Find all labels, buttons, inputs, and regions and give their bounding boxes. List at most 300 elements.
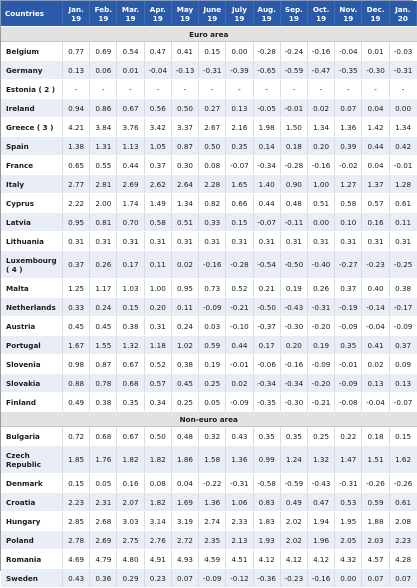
value-cell: 0.82 — [199, 194, 226, 213]
value-cell: 0.43 — [63, 569, 90, 588]
value-cell: 0.87 — [171, 137, 198, 156]
value-cell: 0.21 — [253, 279, 280, 298]
value-cell: 1.32 — [117, 336, 144, 355]
value-cell: 0.11 — [389, 213, 416, 232]
value-cell: 1.82 — [144, 446, 171, 474]
country-cell: Sweden — [1, 569, 63, 588]
value-cell: 1.34 — [389, 118, 416, 137]
country-cell: Czech Republic — [1, 446, 63, 474]
value-cell: -0.30 — [280, 393, 307, 412]
value-cell: 0.13 — [63, 61, 90, 80]
value-cell: 0.37 — [63, 251, 90, 279]
value-cell: -0.37 — [253, 317, 280, 336]
value-cell: -0.39 — [226, 61, 253, 80]
value-cell: 0.51 — [307, 194, 334, 213]
value-cell: 0.41 — [171, 42, 198, 61]
value-cell: 0.07 — [171, 569, 198, 588]
table-row — [1, 393, 417, 412]
value-cell: -0.23 — [280, 569, 307, 588]
value-cell: 0.57 — [362, 194, 389, 213]
value-cell: 0.35 — [253, 427, 280, 446]
value-cell: 0.95 — [171, 279, 198, 298]
value-cell: 0.44 — [226, 336, 253, 355]
value-cell: -0.34 — [253, 374, 280, 393]
value-cell: -0.31 — [199, 61, 226, 80]
value-cell: 0.22 — [335, 427, 362, 446]
value-cell: 0.06 — [90, 61, 117, 80]
column-header-countries[interactable]: Countries — [1, 1, 63, 27]
table-row — [1, 61, 417, 80]
value-cell: -0.21 — [226, 298, 253, 317]
value-cell: 0.25 — [171, 393, 198, 412]
value-cell: -0.50 — [253, 298, 280, 317]
value-cell: 0.50 — [171, 99, 198, 118]
value-cell: -0.35 — [253, 393, 280, 412]
value-cell: 0.15 — [63, 474, 90, 493]
value-cell: -0.40 — [307, 251, 334, 279]
value-cell: -0.35 — [335, 61, 362, 80]
value-cell: 1.34 — [171, 194, 198, 213]
value-cell: 0.15 — [226, 213, 253, 232]
country-cell: Malta — [1, 279, 63, 298]
value-cell: -0.09 — [226, 393, 253, 412]
value-cell: 3.14 — [144, 512, 171, 531]
value-cell: 2.22 — [63, 194, 90, 213]
value-cell: -0.20 — [307, 374, 334, 393]
value-cell: -0.09 — [199, 569, 226, 588]
value-cell: 1.05 — [144, 137, 171, 156]
value-cell: 0.13 — [362, 374, 389, 393]
value-cell: 0.69 — [90, 42, 117, 61]
value-cell: -0.26 — [389, 474, 416, 493]
value-cell: -0.23 — [362, 251, 389, 279]
value-cell: 2.28 — [199, 175, 226, 194]
value-cell: -0.09 — [307, 355, 334, 374]
value-cell: 1.31 — [90, 137, 117, 156]
value-cell: 0.00 — [389, 99, 416, 118]
value-cell: 0.24 — [171, 317, 198, 336]
value-cell: 2.13 — [226, 531, 253, 550]
value-cell: 1.62 — [389, 446, 416, 474]
value-cell: 3.03 — [117, 512, 144, 531]
value-cell: -0.12 — [226, 569, 253, 588]
value-cell: 0.31 — [307, 232, 334, 251]
value-cell: -0.22 — [199, 474, 226, 493]
value-cell: 0.56 — [144, 99, 171, 118]
value-cell: 2.74 — [199, 512, 226, 531]
table-row — [1, 232, 417, 251]
value-cell: 0.68 — [117, 374, 144, 393]
value-cell: 0.65 — [63, 156, 90, 175]
value-cell: 0.32 — [199, 427, 226, 446]
value-cell: 2.00 — [90, 194, 117, 213]
value-cell: 2.23 — [63, 493, 90, 512]
value-cell: 2.85 — [63, 512, 90, 531]
country-cell: Finland — [1, 393, 63, 412]
table-row — [1, 474, 417, 493]
value-cell: 0.94 — [63, 99, 90, 118]
value-cell: -0.21 — [307, 393, 334, 412]
value-cell: 4.12 — [280, 550, 307, 569]
value-cell: 2.05 — [335, 531, 362, 550]
value-cell: 0.19 — [280, 279, 307, 298]
country-cell: Lithuania — [1, 232, 63, 251]
column-header-month[interactable]: Oct. 19 — [307, 1, 334, 27]
value-cell: 2.68 — [90, 512, 117, 531]
value-cell: 1.24 — [280, 446, 307, 474]
value-cell: 0.57 — [144, 374, 171, 393]
value-cell: 0.36 — [90, 569, 117, 588]
value-cell: -0.07 — [226, 156, 253, 175]
value-cell: -0.01 — [226, 355, 253, 374]
column-header-month[interactable]: Sep. 19 — [280, 1, 307, 27]
value-cell: 0.70 — [117, 213, 144, 232]
value-cell: 0.54 — [117, 42, 144, 61]
value-cell: -0.28 — [280, 156, 307, 175]
value-cell: 0.11 — [171, 298, 198, 317]
value-cell: 2.77 — [63, 175, 90, 194]
value-cell: 0.13 — [226, 99, 253, 118]
value-cell: 1.49 — [144, 194, 171, 213]
value-cell: 1.94 — [307, 512, 334, 531]
value-cell: 0.67 — [117, 355, 144, 374]
value-cell: 0.72 — [63, 427, 90, 446]
value-cell: -0.34 — [253, 156, 280, 175]
value-cell: 0.67 — [117, 427, 144, 446]
value-cell: 0.43 — [226, 427, 253, 446]
value-cell: 0.31 — [144, 317, 171, 336]
table-row — [1, 175, 417, 194]
value-cell: 1.38 — [63, 137, 90, 156]
value-cell: -0.31 — [389, 61, 416, 80]
value-cell: 0.81 — [90, 213, 117, 232]
value-cell: 4.93 — [171, 550, 198, 569]
value-cell: 0.44 — [117, 156, 144, 175]
value-cell: 0.41 — [362, 336, 389, 355]
value-cell: 0.45 — [90, 317, 117, 336]
value-cell: 0.07 — [362, 569, 389, 588]
value-cell: 0.09 — [389, 355, 416, 374]
value-cell: 2.07 — [117, 493, 144, 512]
value-cell: 2.33 — [226, 512, 253, 531]
country-cell: Bulgaria — [1, 427, 63, 446]
value-cell: 0.45 — [171, 374, 198, 393]
value-cell: -0.02 — [335, 156, 362, 175]
country-cell: Germany — [1, 61, 63, 80]
country-cell: Slovenia — [1, 355, 63, 374]
value-cell: 2.35 — [199, 531, 226, 550]
column-header-month[interactable]: Jan. 19 — [63, 1, 90, 27]
value-cell: 0.19 — [307, 336, 334, 355]
value-cell: 0.50 — [144, 427, 171, 446]
value-cell: 0.15 — [117, 298, 144, 317]
value-cell: 2.16 — [226, 118, 253, 137]
value-cell: 0.35 — [335, 336, 362, 355]
column-header-month[interactable]: Nov. 19 — [335, 1, 362, 27]
value-cell: 1.98 — [253, 118, 280, 137]
table-row — [1, 213, 417, 232]
country-cell: Ireland — [1, 99, 63, 118]
table-row — [1, 317, 417, 336]
column-header-month[interactable]: Dec. 19 — [362, 1, 389, 27]
country-cell: Greece ( 3 ) — [1, 118, 63, 137]
value-cell: 4.69 — [63, 550, 90, 569]
value-cell: 0.61 — [389, 194, 416, 213]
value-cell: 0.33 — [63, 298, 90, 317]
table-row — [1, 446, 417, 474]
table-row — [1, 336, 417, 355]
column-header-month[interactable]: Mar. 19 — [117, 1, 144, 27]
column-header-month[interactable]: Apr. 19 — [144, 1, 171, 27]
value-cell: 4.91 — [144, 550, 171, 569]
value-cell: 0.40 — [362, 279, 389, 298]
value-cell: - — [90, 80, 117, 99]
value-cell: 0.37 — [335, 279, 362, 298]
value-cell: 3.84 — [90, 118, 117, 137]
country-cell: Slovakia — [1, 374, 63, 393]
value-cell: 2.76 — [144, 531, 171, 550]
value-cell: 0.95 — [63, 213, 90, 232]
value-cell: 0.01 — [117, 61, 144, 80]
value-cell: 1.37 — [362, 175, 389, 194]
value-cell: -0.13 — [171, 61, 198, 80]
value-cell: - — [63, 80, 90, 99]
value-cell: -0.36 — [253, 569, 280, 588]
value-cell: 1.93 — [253, 531, 280, 550]
value-cell: 3.42 — [144, 118, 171, 137]
value-cell: 0.24 — [90, 298, 117, 317]
value-cell: 0.02 — [362, 355, 389, 374]
value-cell: 0.39 — [335, 137, 362, 156]
value-cell: 1.51 — [362, 446, 389, 474]
value-cell: 4.12 — [307, 550, 334, 569]
value-cell: 0.18 — [362, 427, 389, 446]
value-cell: 1.32 — [307, 446, 334, 474]
value-cell: 2.78 — [63, 531, 90, 550]
value-cell: -0.47 — [307, 61, 334, 80]
table-row — [1, 569, 417, 588]
table-row — [1, 137, 417, 156]
value-cell: - — [253, 80, 280, 99]
value-cell: 0.01 — [362, 42, 389, 61]
country-cell: Estonia ( 2 ) — [1, 80, 63, 99]
country-cell: France — [1, 156, 63, 175]
value-cell: 0.17 — [253, 336, 280, 355]
value-cell: -0.01 — [335, 355, 362, 374]
value-cell: -0.07 — [253, 213, 280, 232]
table-row — [1, 531, 417, 550]
value-cell: 0.31 — [63, 232, 90, 251]
value-cell: 0.30 — [171, 156, 198, 175]
value-cell: -0.65 — [253, 61, 280, 80]
value-cell: 0.55 — [90, 156, 117, 175]
value-cell: 0.10 — [335, 213, 362, 232]
column-header-month[interactable]: Feb. 19 — [90, 1, 117, 27]
value-cell: 0.08 — [144, 474, 171, 493]
country-cell: Croatia — [1, 493, 63, 512]
value-cell: 1.28 — [389, 175, 416, 194]
country-cell: Belgium — [1, 42, 63, 61]
value-cell: - — [389, 80, 416, 99]
value-cell: - — [280, 80, 307, 99]
value-cell: -0.16 — [307, 156, 334, 175]
value-cell: 0.31 — [253, 232, 280, 251]
value-cell: 1.06 — [226, 493, 253, 512]
value-cell: -0.09 — [199, 298, 226, 317]
country-cell: Romania — [1, 550, 63, 569]
value-cell: 0.31 — [280, 232, 307, 251]
value-cell: 0.88 — [63, 374, 90, 393]
value-cell: 0.00 — [307, 213, 334, 232]
table-row — [1, 298, 417, 317]
value-cell: 0.31 — [144, 232, 171, 251]
value-cell: 1.40 — [253, 175, 280, 194]
table-row — [1, 42, 417, 61]
value-cell: 0.16 — [117, 474, 144, 493]
value-cell: 0.25 — [199, 374, 226, 393]
value-cell: - — [307, 80, 334, 99]
value-cell: 0.37 — [389, 336, 416, 355]
value-cell: 1.03 — [117, 279, 144, 298]
table-row — [1, 550, 417, 569]
value-cell: 3.76 — [117, 118, 144, 137]
value-cell: 0.49 — [63, 393, 90, 412]
value-cell: 4.12 — [253, 550, 280, 569]
country-cell: Spain — [1, 137, 63, 156]
value-cell: 0.47 — [144, 42, 171, 61]
value-cell: 1.69 — [171, 493, 198, 512]
value-cell: 0.48 — [280, 194, 307, 213]
value-cell: 4.79 — [90, 550, 117, 569]
table-body — [1, 27, 417, 588]
value-cell: 3.19 — [171, 512, 198, 531]
value-cell: 0.59 — [362, 493, 389, 512]
value-cell: - — [144, 80, 171, 99]
value-cell: 0.53 — [335, 493, 362, 512]
value-cell: -0.03 — [389, 42, 416, 61]
value-cell: 0.02 — [307, 99, 334, 118]
value-cell: 1.02 — [171, 336, 198, 355]
value-cell: -0.09 — [335, 317, 362, 336]
value-cell: -0.54 — [253, 251, 280, 279]
value-cell: 0.11 — [144, 251, 171, 279]
value-cell: 1.55 — [90, 336, 117, 355]
value-cell: 1.82 — [117, 446, 144, 474]
value-cell: 2.02 — [280, 512, 307, 531]
value-cell: -0.28 — [253, 42, 280, 61]
table-row — [1, 156, 417, 175]
value-cell: 1.76 — [90, 446, 117, 474]
value-cell: 0.44 — [362, 137, 389, 156]
table-row — [1, 99, 417, 118]
column-header-month[interactable]: Aug. 19 — [253, 1, 280, 27]
value-cell: 1.85 — [63, 446, 90, 474]
value-cell: -0.28 — [226, 251, 253, 279]
value-cell: 1.95 — [335, 512, 362, 531]
value-cell: 2.64 — [171, 175, 198, 194]
value-cell: 1.88 — [362, 512, 389, 531]
country-cell: Luxembourg ( 4 ) — [1, 251, 63, 279]
value-cell: 0.68 — [90, 427, 117, 446]
table-row — [1, 80, 417, 99]
value-cell: - — [226, 80, 253, 99]
value-cell: -0.14 — [362, 298, 389, 317]
value-cell: - — [335, 80, 362, 99]
value-cell: 0.20 — [307, 137, 334, 156]
value-cell: 0.35 — [280, 427, 307, 446]
value-cell: 0.20 — [144, 298, 171, 317]
value-cell: -0.43 — [307, 474, 334, 493]
value-cell: 1.18 — [144, 336, 171, 355]
value-cell: 0.26 — [307, 279, 334, 298]
value-cell: -0.05 — [253, 99, 280, 118]
table-row — [1, 427, 417, 446]
value-cell: 0.07 — [335, 99, 362, 118]
value-cell: 0.78 — [90, 374, 117, 393]
value-cell: 1.25 — [63, 279, 90, 298]
value-cell: -0.04 — [362, 393, 389, 412]
value-cell: 1.36 — [226, 446, 253, 474]
value-cell: 0.34 — [144, 393, 171, 412]
value-cell: 0.58 — [144, 213, 171, 232]
value-cell: -0.10 — [226, 317, 253, 336]
value-cell: - — [171, 80, 198, 99]
value-cell: -0.31 — [226, 474, 253, 493]
rates-table — [1, 1, 417, 588]
value-cell: 4.21 — [63, 118, 90, 137]
value-cell: 0.25 — [307, 427, 334, 446]
value-cell: -0.26 — [362, 474, 389, 493]
column-header-month[interactable]: June 19 — [199, 1, 226, 27]
value-cell: 4.32 — [335, 550, 362, 569]
value-cell: 0.51 — [171, 213, 198, 232]
value-cell: -0.31 — [335, 474, 362, 493]
value-cell: 0.61 — [389, 493, 416, 512]
column-header-month[interactable]: Jan. 20 — [389, 1, 416, 27]
value-cell: 0.86 — [90, 99, 117, 118]
value-cell: 0.37 — [144, 156, 171, 175]
table-row — [1, 374, 417, 393]
value-cell: 0.26 — [90, 251, 117, 279]
value-cell: 0.67 — [117, 99, 144, 118]
value-cell: 2.81 — [90, 175, 117, 194]
column-header-month[interactable]: July 19 — [226, 1, 253, 27]
value-cell: 0.29 — [117, 569, 144, 588]
value-cell: 0.52 — [144, 355, 171, 374]
section-title: Non-euro area — [1, 412, 417, 427]
value-cell: 0.04 — [171, 474, 198, 493]
value-cell: 1.58 — [199, 446, 226, 474]
value-cell: -0.01 — [280, 99, 307, 118]
value-cell: 2.62 — [144, 175, 171, 194]
country-cell: Latvia — [1, 213, 63, 232]
column-header-month[interactable]: May 19 — [171, 1, 198, 27]
value-cell: -0.08 — [335, 393, 362, 412]
value-cell: 1.86 — [171, 446, 198, 474]
value-cell: -0.04 — [362, 317, 389, 336]
value-cell: -0.59 — [280, 474, 307, 493]
value-cell: 0.31 — [117, 232, 144, 251]
table-row — [1, 512, 417, 531]
value-cell: -0.17 — [389, 298, 416, 317]
value-cell: 0.35 — [226, 137, 253, 156]
value-cell: 0.03 — [199, 317, 226, 336]
value-cell: -0.25 — [389, 251, 416, 279]
country-cell: Poland — [1, 531, 63, 550]
value-cell: -0.09 — [389, 317, 416, 336]
value-cell: 2.31 — [90, 493, 117, 512]
value-cell: -0.50 — [280, 251, 307, 279]
